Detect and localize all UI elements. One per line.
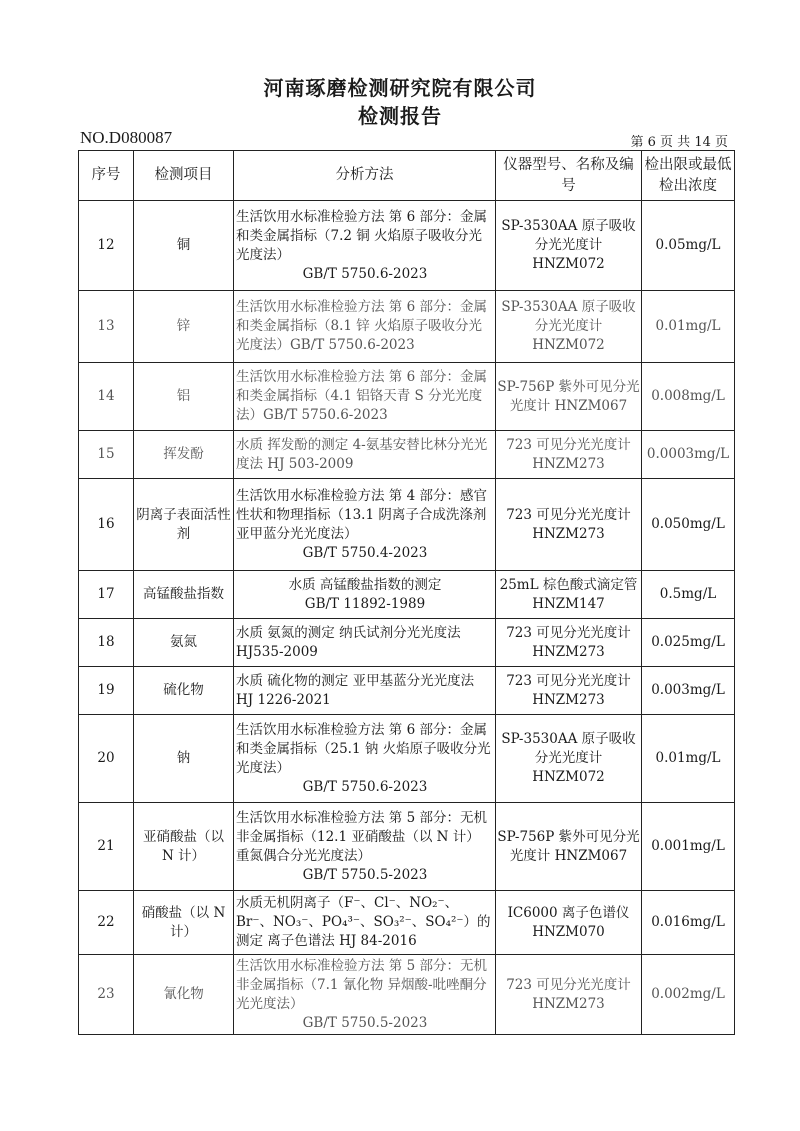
table-row	[79, 891, 735, 955]
method-text: 水质无机阴离子（F⁻、Cl⁻、NO₂⁻、Br⁻、NO₃⁻、PO₄³⁻、SO₃²⁻、SO₄²⁻）的测定 离子色谱法 HJ 84-2016	[236, 895, 491, 949]
row-instrument: 25mL 棕色酸式滴定管 HNZM147	[496, 571, 642, 619]
method-text: 生活饮用水标准检验方法 第 5 部分：无机非金属指标（7.1 氰化物 异烟酸-吡唑酮分光光度法）	[236, 957, 487, 1012]
row-instrument: 723 可见分光光度计 HNZM273	[496, 667, 642, 715]
row-limit: 0.016mg/L	[642, 891, 735, 955]
col-header-method: 分析方法	[234, 151, 496, 201]
row-method	[234, 955, 496, 1035]
row-instrument: SP-3530AA 原子吸收分光光度计 HNZM072	[496, 715, 642, 803]
col-header-limit: 检出限或最低检出浓度	[642, 151, 735, 201]
row-item: 钠	[134, 715, 234, 803]
row-method	[234, 891, 496, 955]
method-standard: GB/T 5750.4-2023	[302, 544, 428, 561]
method-text: 生活饮用水标准检验方法 第 6 部分：金属和类金属指标（8.1 锌 火焰原子吸收分光光度法）GB/T 5750.6-2023	[236, 299, 487, 353]
row-limit: 0.025mg/L	[642, 619, 735, 667]
row-no: 14	[79, 363, 134, 431]
row-method	[234, 619, 496, 667]
col-header-item: 检测项目	[134, 151, 234, 201]
row-item: 锌	[134, 291, 234, 363]
row-item: 硫化物	[134, 667, 234, 715]
method-standard: GB/T 11892-1989	[304, 595, 426, 612]
method-standard: GB/T 5750.6-2023	[302, 265, 428, 282]
table-row	[79, 667, 735, 715]
row-no: 19	[79, 667, 134, 715]
row-instrument: SP-756P 紫外可见分光光度计 HNZM067	[496, 363, 642, 431]
method-standard: GB/T 5750.5-2023	[302, 1014, 428, 1031]
table-row	[79, 803, 735, 891]
method-text: 水质 硫化物的测定 亚甲基蓝分光光度法 HJ 1226-2021	[236, 672, 475, 708]
col-header-no: 序号	[79, 151, 134, 201]
table-row	[79, 431, 735, 479]
table-row	[79, 571, 735, 619]
row-item: 阴离子表面活性剂	[134, 479, 234, 571]
test-items-table	[78, 150, 735, 1035]
organization-name: 河南琢磨检测研究院有限公司	[263, 76, 537, 100]
row-no: 18	[79, 619, 134, 667]
method-text: 生活饮用水标准检验方法 第 4 部分：感官性状和物理指标（13.1 阴离子合成洗涤剂 亚甲蓝分光光度法）	[236, 487, 487, 542]
row-item: 挥发酚	[134, 431, 234, 479]
row-item: 铝	[134, 363, 234, 431]
method-text: 生活饮用水标准检验方法 第 6 部分：金属和类金属指标（25.1 钠 火焰原子吸收分光光度法）	[236, 721, 491, 776]
row-method	[234, 715, 496, 803]
row-method	[234, 363, 496, 431]
row-no: 20	[79, 715, 134, 803]
method-text: 水质 氨氮的测定 纳氏试剂分光光度法 HJ535-2009	[236, 624, 461, 660]
row-item: 高锰酸盐指数	[134, 571, 234, 619]
row-limit: 0.01mg/L	[642, 291, 735, 363]
method-text: 生活饮用水标准检验方法 第 6 部分：金属和类金属指标（4.1 铝铬天青 S 分光光度法）GB/T 5750.6-2023	[236, 369, 487, 423]
row-method	[234, 291, 496, 363]
table-row	[79, 201, 735, 291]
table-row	[79, 715, 735, 803]
row-method	[234, 479, 496, 571]
row-instrument: 723 可见分光光度计 HNZM273	[496, 431, 642, 479]
row-no: 16	[79, 479, 134, 571]
row-item: 氨氮	[134, 619, 234, 667]
row-no: 21	[79, 803, 134, 891]
row-method	[234, 431, 496, 479]
row-method	[234, 571, 496, 619]
row-limit: 0.5mg/L	[642, 571, 735, 619]
table-row	[79, 619, 735, 667]
row-item: 亚硝酸盐（以 N 计）	[134, 803, 234, 891]
row-no: 23	[79, 955, 134, 1035]
table-row	[79, 955, 735, 1035]
row-instrument: SP-3530AA 原子吸收分光光度计 HNZM072	[496, 291, 642, 363]
col-header-instrument: 仪器型号、名称及编号	[496, 151, 642, 201]
row-instrument: IC6000 离子色谱仪 HNZM070	[496, 891, 642, 955]
table-header-row	[79, 151, 735, 201]
method-text: 生活饮用水标准检验方法 第 5 部分：无机非金属指标（12.1 亚硝酸盐（以 N 计） 重氮偶合分光光度法）	[236, 809, 487, 864]
row-limit: 0.002mg/L	[642, 955, 735, 1035]
row-no: 22	[79, 891, 134, 955]
row-limit: 0.01mg/L	[642, 715, 735, 803]
row-item: 硝酸盐（以 N 计）	[134, 891, 234, 955]
row-instrument: SP-756P 紫外可见分光光度计 HNZM067	[496, 803, 642, 891]
row-no: 12	[79, 201, 134, 291]
row-item: 氰化物	[134, 955, 234, 1035]
row-limit: 0.003mg/L	[642, 667, 735, 715]
method-text: 水质 高锰酸盐指数的测定	[288, 576, 442, 593]
row-limit: 0.05mg/L	[642, 201, 735, 291]
row-instrument: 723 可见分光光度计 HNZM273	[496, 479, 642, 571]
row-limit: 0.001mg/L	[642, 803, 735, 891]
report-title: 检测报告	[358, 104, 442, 128]
row-instrument: 723 可见分光光度计 HNZM273	[496, 955, 642, 1035]
row-no: 13	[79, 291, 134, 363]
row-method	[234, 803, 496, 891]
method-standard: GB/T 5750.5-2023	[302, 866, 428, 883]
method-standard: GB/T 5750.6-2023	[302, 778, 428, 795]
method-text: 水质 挥发酚的测定 4-氨基安替比林分光光度法 HJ 503-2009	[236, 436, 488, 472]
row-no: 17	[79, 571, 134, 619]
row-item: 铜	[134, 201, 234, 291]
row-instrument: 723 可见分光光度计 HNZM273	[496, 619, 642, 667]
table-row	[79, 291, 735, 363]
method-text: 生活饮用水标准检验方法 第 6 部分：金属和类金属指标（7.2 铜 火焰原子吸收分光光度法）	[236, 208, 487, 263]
row-method	[234, 201, 496, 291]
page-info: 第 6 页 共 14 页	[630, 135, 728, 150]
row-no: 15	[79, 431, 134, 479]
row-instrument: SP-3530AA 原子吸收分光光度计 HNZM072	[496, 201, 642, 291]
row-limit: 0.008mg/L	[642, 363, 735, 431]
table-row	[79, 363, 735, 431]
report-number: NO.D080087	[80, 128, 173, 147]
table-row	[79, 479, 735, 571]
row-limit: 0.0003mg/L	[642, 431, 735, 479]
row-limit: 0.050mg/L	[642, 479, 735, 571]
row-method	[234, 667, 496, 715]
